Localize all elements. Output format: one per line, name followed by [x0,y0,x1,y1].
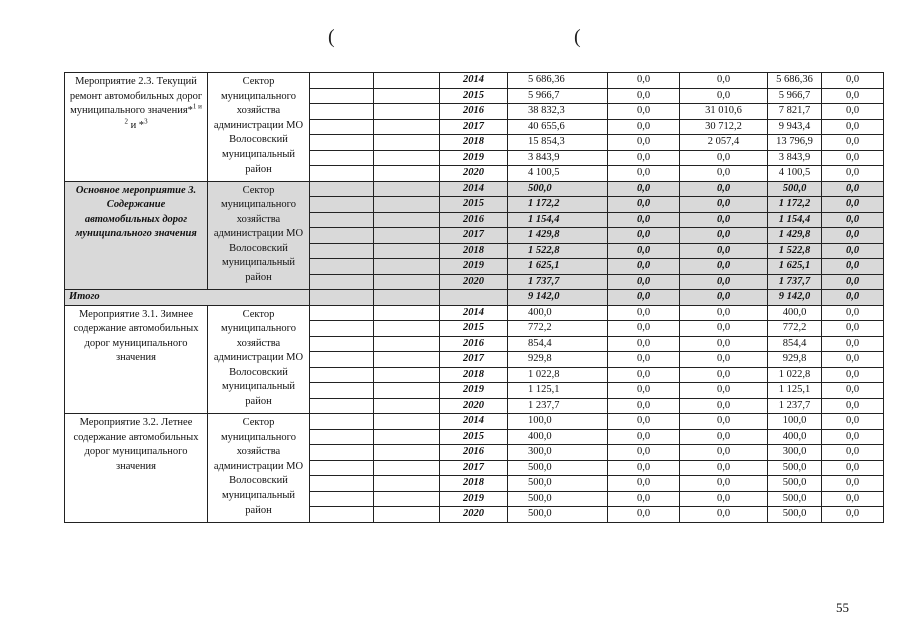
local-budget-cell: 500,0 [768,507,822,523]
year-cell: 2020 [440,507,508,523]
total-cell: 5 966,7 [508,88,608,104]
year-cell: 2020 [440,398,508,414]
empty-cell [310,445,374,461]
other-cell: 0,0 [822,352,884,368]
total-cell: 1 522,8 [508,243,608,259]
empty-cell [374,476,440,492]
empty-cell [310,460,374,476]
empty-cell [374,352,440,368]
fed-budget-cell: 0,0 [608,398,680,414]
total-cell: 40 655,6 [508,119,608,135]
executor-cell: Сектор муниципального хозяйства администрации МО Волосовский муниципальный район [208,181,310,290]
other-cell: 0,0 [822,290,884,306]
total-cell: 15 854,3 [508,135,608,151]
local-budget-cell: 400,0 [768,429,822,445]
empty-cell [374,166,440,182]
empty-cell [374,336,440,352]
other-cell: 0,0 [822,119,884,135]
measure-name: Мероприятие 3.1. Зимнее содержание автомобильных дорог муниципального значения [73,308,199,364]
other-cell: 0,0 [822,259,884,275]
empty-cell [374,104,440,120]
other-cell: 0,0 [822,197,884,213]
other-cell: 0,0 [822,150,884,166]
fed-budget-cell: 0,0 [608,460,680,476]
executor-cell: Сектор муниципального хозяйства администрации МО Волосовский муниципальный район [208,414,310,523]
empty-cell [310,88,374,104]
total-cell: 1 237,7 [508,398,608,414]
reg-budget-cell: 31 010,6 [680,104,768,120]
measure-name: Основное мероприятие 3. Содержание автомобильных дорог муниципального значения [75,184,197,240]
total-cell: 772,2 [508,321,608,337]
year-cell: 2017 [440,352,508,368]
fed-budget-cell: 0,0 [608,352,680,368]
reg-budget-cell: 0,0 [680,274,768,290]
total-cell: 1 125,1 [508,383,608,399]
empty-cell [310,398,374,414]
local-budget-cell: 1 429,8 [768,228,822,244]
local-budget-cell: 500,0 [768,460,822,476]
other-cell: 0,0 [822,429,884,445]
fed-budget-cell: 0,0 [608,383,680,399]
fed-budget-cell: 0,0 [608,259,680,275]
local-budget-cell: 1 625,1 [768,259,822,275]
empty-cell [374,290,440,306]
empty-cell [374,460,440,476]
empty-cell [374,429,440,445]
local-budget-cell: 7 821,7 [768,104,822,120]
other-cell: 0,0 [822,336,884,352]
other-cell: 0,0 [822,104,884,120]
year-cell: 2014 [440,305,508,321]
empty-cell [374,119,440,135]
page-number: 55 [836,600,849,615]
local-budget-cell: 1 125,1 [768,383,822,399]
year-cell: 2016 [440,336,508,352]
reg-budget-cell: 0,0 [680,476,768,492]
empty-cell [310,73,374,89]
year-cell: 2017 [440,119,508,135]
fed-budget-cell: 0,0 [608,476,680,492]
local-budget-cell: 100,0 [768,414,822,430]
other-cell: 0,0 [822,414,884,430]
empty-cell [310,166,374,182]
total-cell: 500,0 [508,491,608,507]
empty-cell [310,228,374,244]
table-row [65,73,884,89]
measure-name-cell [65,414,208,523]
empty-cell [310,476,374,492]
empty-cell [310,119,374,135]
total-cell: 9 142,0 [508,290,608,306]
empty-cell [374,88,440,104]
fed-budget-cell: 0,0 [608,367,680,383]
executor-cell: Сектор муниципального хозяйства администрации МО Волосовский муниципальный район [208,305,310,414]
table-row [65,414,884,430]
empty-cell [374,445,440,461]
reg-budget-cell: 0,0 [680,414,768,430]
measure-name-footnote: 3 [144,117,148,126]
measure-name-footnote: 1 и 2 [124,102,202,126]
reg-budget-cell: 0,0 [680,429,768,445]
year-cell: 2018 [440,135,508,151]
empty-cell [374,197,440,213]
other-cell: 0,0 [822,460,884,476]
total-cell: 1 737,7 [508,274,608,290]
year-cell: 2020 [440,166,508,182]
other-cell: 0,0 [822,445,884,461]
year-cell: 2014 [440,181,508,197]
fed-budget-cell: 0,0 [608,321,680,337]
local-budget-cell: 500,0 [768,476,822,492]
other-cell: 0,0 [822,166,884,182]
table-row [65,305,884,321]
empty-cell [310,181,374,197]
other-cell: 0,0 [822,367,884,383]
header-paren-right: ( [574,26,581,48]
empty-cell [374,305,440,321]
total-cell: 400,0 [508,429,608,445]
reg-budget-cell: 0,0 [680,181,768,197]
local-budget-cell: 1 172,2 [768,197,822,213]
total-cell: 929,8 [508,352,608,368]
fed-budget-cell: 0,0 [608,414,680,430]
fed-budget-cell: 0,0 [608,491,680,507]
local-budget-cell: 400,0 [768,305,822,321]
empty-cell [310,414,374,430]
empty-cell [310,135,374,151]
total-cell: 500,0 [508,507,608,523]
other-cell: 0,0 [822,243,884,259]
reg-budget-cell: 0,0 [680,460,768,476]
empty-cell [310,383,374,399]
reg-budget-cell: 0,0 [680,212,768,228]
measure-name: Мероприятие 3.2. Летнее содержание автомобильных дорог муниципального значения [73,417,199,472]
year-cell: 2015 [440,321,508,337]
empty-cell [374,135,440,151]
fed-budget-cell: 0,0 [608,290,680,306]
reg-budget-cell: 0,0 [680,398,768,414]
total-cell: 400,0 [508,305,608,321]
fed-budget-cell: 0,0 [608,243,680,259]
local-budget-cell: 854,4 [768,336,822,352]
year-cell: 2015 [440,88,508,104]
local-budget-cell: 300,0 [768,445,822,461]
empty-cell [310,491,374,507]
fed-budget-cell: 0,0 [608,104,680,120]
local-budget-cell: 500,0 [768,181,822,197]
empty-cell [310,507,374,523]
empty-cell [310,212,374,228]
fed-budget-cell: 0,0 [608,445,680,461]
measure-name-cell [65,73,208,182]
empty-cell [310,352,374,368]
empty-cell [310,274,374,290]
fed-budget-cell: 0,0 [608,88,680,104]
empty-cell [310,197,374,213]
local-budget-cell: 13 796,9 [768,135,822,151]
empty-cell [310,104,374,120]
financing-table [64,72,884,523]
total-cell: 1 154,4 [508,212,608,228]
fed-budget-cell: 0,0 [608,305,680,321]
other-cell: 0,0 [822,305,884,321]
total-cell: 1 429,8 [508,228,608,244]
empty-cell [374,150,440,166]
measure-name-cell [65,305,208,414]
fed-budget-cell: 0,0 [608,274,680,290]
total-cell: 500,0 [508,181,608,197]
fed-budget-cell: 0,0 [608,197,680,213]
reg-budget-cell: 0,0 [680,367,768,383]
other-cell: 0,0 [822,73,884,89]
empty-cell [310,321,374,337]
other-cell: 0,0 [822,398,884,414]
fed-budget-cell: 0,0 [608,73,680,89]
fed-budget-cell: 0,0 [608,135,680,151]
other-cell: 0,0 [822,383,884,399]
reg-budget-cell: 0,0 [680,166,768,182]
other-cell: 0,0 [822,135,884,151]
fed-budget-cell: 0,0 [608,119,680,135]
reg-budget-cell: 0,0 [680,491,768,507]
total-cell: 1 022,8 [508,367,608,383]
year-cell: 2015 [440,429,508,445]
reg-budget-cell: 0,0 [680,259,768,275]
total-cell: 38 832,3 [508,104,608,120]
fed-budget-cell: 0,0 [608,429,680,445]
reg-budget-cell: 30 712,2 [680,119,768,135]
measure-name-cell [65,181,208,290]
total-cell: 1 625,1 [508,259,608,275]
total-cell: 300,0 [508,445,608,461]
reg-budget-cell: 0,0 [680,150,768,166]
year-cell: 2014 [440,73,508,89]
total-cell: 3 843,9 [508,150,608,166]
local-budget-cell: 500,0 [768,491,822,507]
fed-budget-cell: 0,0 [608,150,680,166]
measure-name: Мероприятие 2.3. Текущий ремонт автомобильных дорог муниципального значения* [69,76,203,117]
reg-budget-cell: 0,0 [680,73,768,89]
year-cell: 2016 [440,212,508,228]
year-cell: 2017 [440,460,508,476]
empty-cell [374,73,440,89]
year-cell: 2019 [440,150,508,166]
local-budget-cell: 1 237,7 [768,398,822,414]
empty-cell [374,383,440,399]
total-cell: 4 100,5 [508,166,608,182]
year-cell: 2015 [440,197,508,213]
reg-budget-cell: 2 057,4 [680,135,768,151]
empty-cell [310,429,374,445]
table-row [65,181,884,197]
reg-budget-cell: 0,0 [680,336,768,352]
year-cell: 2018 [440,476,508,492]
empty-cell [374,212,440,228]
year-cell: 2018 [440,367,508,383]
empty-cell [310,336,374,352]
total-cell: 500,0 [508,460,608,476]
total-cell: 500,0 [508,476,608,492]
fed-budget-cell: 0,0 [608,507,680,523]
other-cell: 0,0 [822,321,884,337]
year-cell: 2020 [440,274,508,290]
local-budget-cell: 1 737,7 [768,274,822,290]
reg-budget-cell: 0,0 [680,290,768,306]
local-budget-cell: 1 022,8 [768,367,822,383]
measure-name-mid: и * [127,119,145,131]
local-budget-cell: 9 943,4 [768,119,822,135]
empty-cell [310,290,374,306]
other-cell: 0,0 [822,507,884,523]
empty-cell [374,367,440,383]
local-budget-cell: 929,8 [768,352,822,368]
local-budget-cell: 5 686,36 [768,73,822,89]
total-cell: 100,0 [508,414,608,430]
empty-cell [374,321,440,337]
executor-cell: Сектор муниципального хозяйства администрации МО Волосовский муниципальный район [208,73,310,182]
year-cell: 2018 [440,243,508,259]
other-cell: 0,0 [822,228,884,244]
reg-budget-cell: 0,0 [680,88,768,104]
other-cell: 0,0 [822,476,884,492]
local-budget-cell: 772,2 [768,321,822,337]
year-cell [440,290,508,306]
local-budget-cell: 3 843,9 [768,150,822,166]
fed-budget-cell: 0,0 [608,181,680,197]
fed-budget-cell: 0,0 [608,228,680,244]
fed-budget-cell: 0,0 [608,336,680,352]
reg-budget-cell: 0,0 [680,305,768,321]
total-row [65,290,884,306]
header-paren-left: ( [328,26,335,48]
year-cell: 2019 [440,491,508,507]
year-cell: 2016 [440,445,508,461]
empty-cell [374,274,440,290]
empty-cell [310,243,374,259]
empty-cell [374,181,440,197]
year-cell: 2017 [440,228,508,244]
empty-cell [374,507,440,523]
local-budget-cell: 9 142,0 [768,290,822,306]
local-budget-cell: 4 100,5 [768,166,822,182]
total-cell: 1 172,2 [508,197,608,213]
year-cell: 2016 [440,104,508,120]
total-cell: 5 686,36 [508,73,608,89]
empty-cell [310,150,374,166]
empty-cell [374,414,440,430]
other-cell: 0,0 [822,181,884,197]
fed-budget-cell: 0,0 [608,212,680,228]
total-cell: 854,4 [508,336,608,352]
year-cell: 2014 [440,414,508,430]
other-cell: 0,0 [822,274,884,290]
empty-cell [310,259,374,275]
local-budget-cell: 1 154,4 [768,212,822,228]
empty-cell [374,228,440,244]
local-budget-cell: 1 522,8 [768,243,822,259]
reg-budget-cell: 0,0 [680,243,768,259]
year-cell: 2019 [440,259,508,275]
reg-budget-cell: 0,0 [680,352,768,368]
reg-budget-cell: 0,0 [680,383,768,399]
reg-budget-cell: 0,0 [680,321,768,337]
empty-cell [374,398,440,414]
other-cell: 0,0 [822,212,884,228]
other-cell: 0,0 [822,491,884,507]
fed-budget-cell: 0,0 [608,166,680,182]
other-cell: 0,0 [822,88,884,104]
year-cell: 2019 [440,383,508,399]
reg-budget-cell: 0,0 [680,228,768,244]
empty-cell [310,367,374,383]
reg-budget-cell: 0,0 [680,197,768,213]
reg-budget-cell: 0,0 [680,445,768,461]
total-label: Итого [65,290,310,306]
empty-cell [310,305,374,321]
reg-budget-cell: 0,0 [680,507,768,523]
empty-cell [374,491,440,507]
local-budget-cell: 5 966,7 [768,88,822,104]
empty-cell [374,259,440,275]
empty-cell [374,243,440,259]
